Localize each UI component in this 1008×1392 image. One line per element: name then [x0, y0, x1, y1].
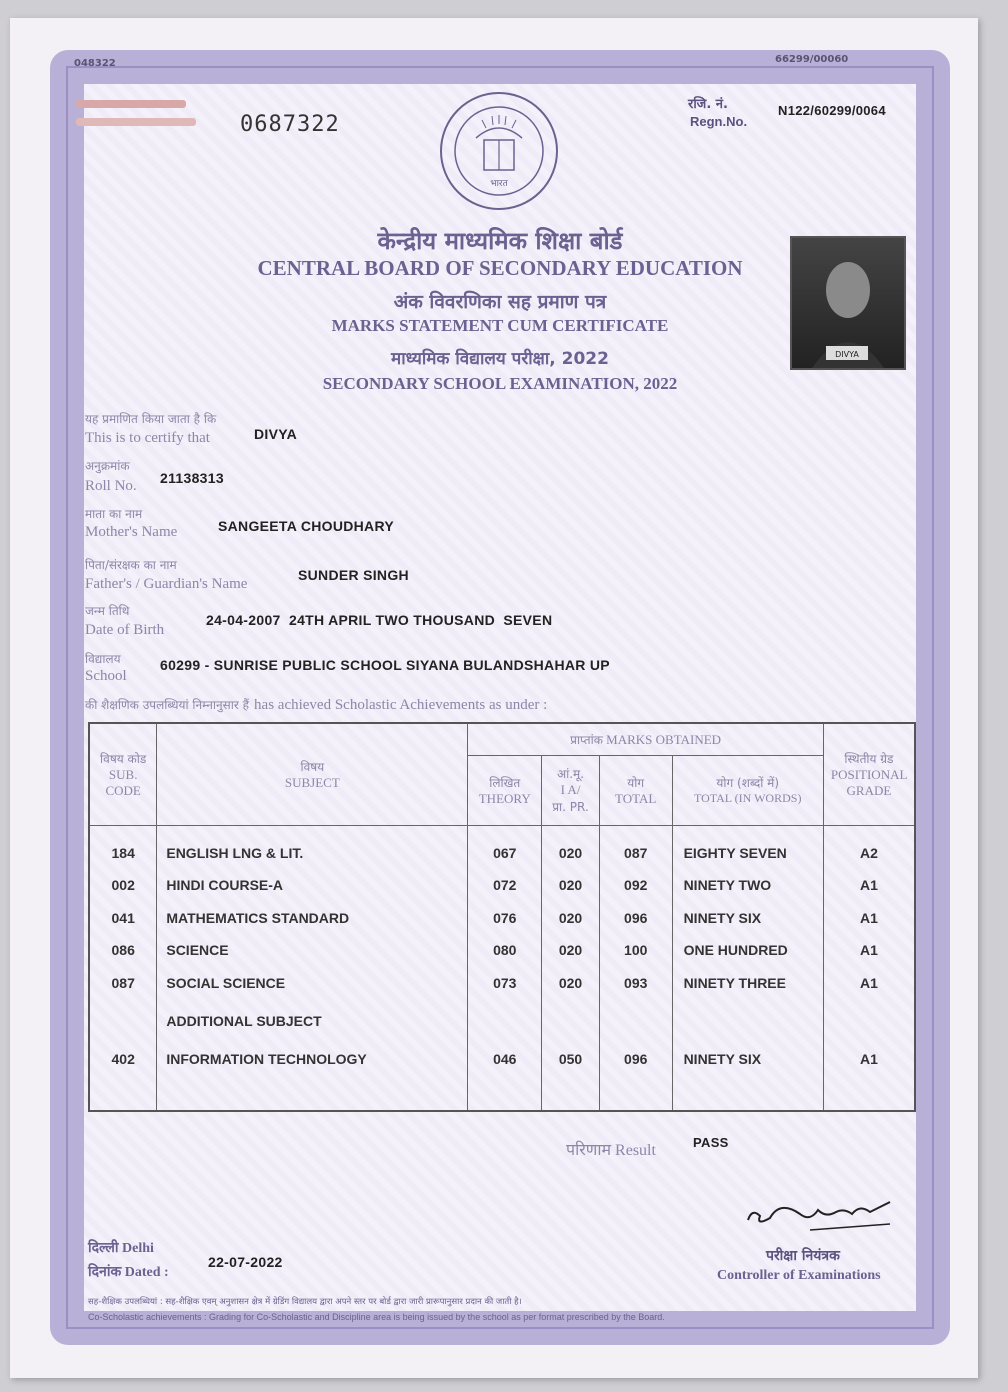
subject-cell: SCIENCE	[166, 942, 229, 958]
regn-label-en: Regn.No.	[690, 114, 748, 129]
grade-cell: A1	[859, 942, 878, 958]
total-cell: 087	[624, 844, 648, 861]
ia-header: आं.मू. I A/ प्रा. PR.	[542, 755, 600, 825]
dob-label-en: Date of Birth	[85, 622, 165, 638]
codes-column	[89, 825, 157, 1111]
school-label-hi: विद्यालय	[85, 652, 121, 666]
total-column	[599, 825, 672, 1111]
words-column	[672, 825, 823, 1111]
grade-column	[823, 825, 915, 1111]
regn-number: N122/60299/0064	[778, 103, 886, 118]
cbse-seal-icon	[436, 88, 562, 214]
footnote-hi: सह-शैक्षिक उपलब्धियां : सह-शैक्षिक एवम् अनुशासन क्षेत्र में ग्रेडिंग विद्यालय द्वारा अपने स्तर पर बोर्ड द्वारा जारी प्रारूपानुसार प्रदान की जाती है।	[88, 1297, 522, 1307]
words-cell: ONE HUNDRED	[683, 942, 788, 958]
roll-label-en: Roll No.	[85, 478, 137, 494]
total-cell: 092	[624, 877, 648, 893]
controller-en: Controller of Examinations	[717, 1268, 881, 1283]
ia-cell: 050	[558, 1051, 583, 1067]
additional-subject-heading: ADDITIONAL SUBJECT	[166, 1013, 322, 1029]
red-stamp-mark	[76, 96, 196, 132]
code-cell: 402	[111, 1051, 135, 1067]
theory-cell: 072	[493, 877, 517, 893]
certify-label-en: This is to certify that	[85, 430, 210, 446]
father-label-en: Father's / Guardian's Name	[85, 576, 248, 592]
grade-cell: A1	[859, 877, 878, 893]
dated-value: 22-07-2022	[208, 1254, 283, 1270]
marks-table	[88, 722, 916, 1112]
doc-title-en: MARKS STATEMENT CUM CERTIFICATE	[331, 316, 669, 335]
theory-cell: 076	[493, 909, 517, 926]
total-cell: 096	[624, 909, 648, 926]
theory-header: लिखित THEORY	[468, 755, 542, 825]
mother-label-hi: माता का नाम	[85, 507, 143, 521]
code-list	[91, 837, 155, 1076]
words-cell: NINETY SIX	[683, 909, 762, 926]
result-label: परिणाम Result	[566, 1142, 656, 1159]
sub-code-header: विषय कोड SUB. CODE	[89, 723, 157, 825]
student-name: DIVYA	[254, 426, 298, 442]
subject-cell: MATHEMATICS STANDARD	[166, 909, 350, 926]
theory-column	[468, 825, 542, 1111]
grade-cell: A2	[859, 844, 878, 861]
total-header: योग TOTAL	[599, 755, 672, 825]
father-name: SUNDER SINGH	[298, 567, 409, 583]
ia-cell: 020	[558, 877, 583, 893]
dated-label: दिनांक Dated :	[88, 1265, 169, 1280]
board-name-hi: केन्द्रीय माध्यमिक शिक्षा बोर्ड	[377, 227, 623, 255]
ia-column	[542, 825, 600, 1111]
dob-label-hi: जन्म तिथि	[85, 604, 130, 618]
total-cell: 100	[624, 942, 648, 958]
photo-name-tag: DIVYA	[835, 350, 859, 359]
code-cell: 041	[111, 909, 135, 926]
serial-top-left: 048322	[74, 58, 116, 69]
theory-cell: 067	[493, 844, 517, 861]
place-label: दिल्ली Delhi	[88, 1241, 154, 1256]
subject-cell: HINDI COURSE-A	[166, 877, 284, 893]
grade-header: स्थितीय ग्रेड POSITIONAL GRADE	[823, 723, 915, 825]
total-cell: 093	[624, 974, 648, 991]
subject-list	[166, 837, 466, 1076]
exam-title-hi: माध्यमिक विद्यालय परीक्षा, 2022	[391, 349, 609, 369]
doc-title-hi: अंक विवरणिका सह प्रमाण पत्र	[393, 291, 607, 313]
board-name-en: CENTRAL BOARD OF SECONDARY EDUCATION	[257, 256, 743, 280]
subject-cell: SOCIAL SCIENCE	[166, 974, 286, 991]
words-cell: EIGHTY SEVEN	[683, 844, 787, 861]
controller-signature	[740, 1190, 900, 1240]
ia-cell: 020	[558, 974, 583, 991]
serial-top-right: 66299/00060	[775, 54, 849, 65]
grade-cell: A1	[859, 909, 878, 926]
words-cell: NINETY SIX	[683, 1051, 762, 1067]
subjects-column	[157, 825, 468, 1111]
roll-number: 21138313	[160, 470, 224, 486]
total-words-header: योग (शब्दों में) TOTAL (IN WORDS)	[672, 755, 823, 825]
theory-cell: 046	[493, 1051, 517, 1067]
theory-cell: 073	[493, 974, 517, 991]
subject-cell: ENGLISH LNG & LIT.	[166, 844, 304, 861]
date-of-birth: 24-04-2007 24TH APRIL TWO THOUSAND SEVEN	[206, 612, 553, 628]
certificate-number: 0687322	[240, 112, 340, 137]
certify-label-hi: यह प्रमाणित किया जाता है कि	[85, 412, 217, 426]
achievements-hi: की शैक्षणिक उपलब्धियां निम्नानुसार हैं	[85, 698, 249, 712]
theory-cell: 080	[493, 942, 517, 958]
code-cell: 184	[111, 844, 135, 861]
subject-cell: INFORMATION TECHNOLOGY	[166, 1051, 367, 1067]
code-cell: 002	[111, 877, 135, 893]
words-cell: NINETY THREE	[683, 974, 786, 991]
subject-header: विषय SUBJECT	[157, 723, 468, 825]
code-cell: 086	[111, 942, 135, 958]
grade-cell: A1	[859, 1051, 878, 1067]
controller-hi: परीक्षा नियंत्रक	[766, 1248, 840, 1264]
student-photo	[790, 236, 906, 370]
footnote-en: Co-Scholastic achievements : Grading for Co-Scholastic and Discipline area is being issued by the school as per format prescribed by the Board.	[88, 1312, 665, 1322]
school-name: 60299 - SUNRISE PUBLIC SCHOOL SIYANA BULANDSHAHAR UP	[160, 657, 610, 673]
result-value: PASS	[693, 1135, 729, 1150]
mother-name: SANGEETA CHOUDHARY	[218, 518, 394, 534]
exam-title-en: SECONDARY SCHOOL EXAMINATION, 2022	[322, 374, 678, 393]
ia-cell: 020	[558, 942, 583, 958]
ia-cell: 020	[558, 844, 583, 861]
regn-label-hi: रजि. नं.	[688, 97, 728, 112]
words-cell: NINETY TWO	[683, 877, 772, 893]
ia-cell: 020	[558, 909, 583, 926]
seal-text: भारत	[490, 179, 508, 189]
roll-label-hi: अनुक्रमांक	[85, 459, 130, 473]
achievements-line	[85, 694, 547, 714]
grade-cell: A1	[859, 974, 878, 991]
total-cell: 096	[624, 1051, 648, 1067]
school-label-en: School	[85, 668, 127, 684]
father-label-hi: पिता/संरक्षक का नाम	[85, 558, 177, 572]
achievements-en: has achieved Scholastic Achievements as under :	[254, 697, 548, 713]
code-cell: 087	[111, 974, 135, 991]
marks-obtained-header: प्राप्तांक MARKS OBTAINED	[468, 723, 824, 755]
mother-label-en: Mother's Name	[85, 524, 178, 540]
